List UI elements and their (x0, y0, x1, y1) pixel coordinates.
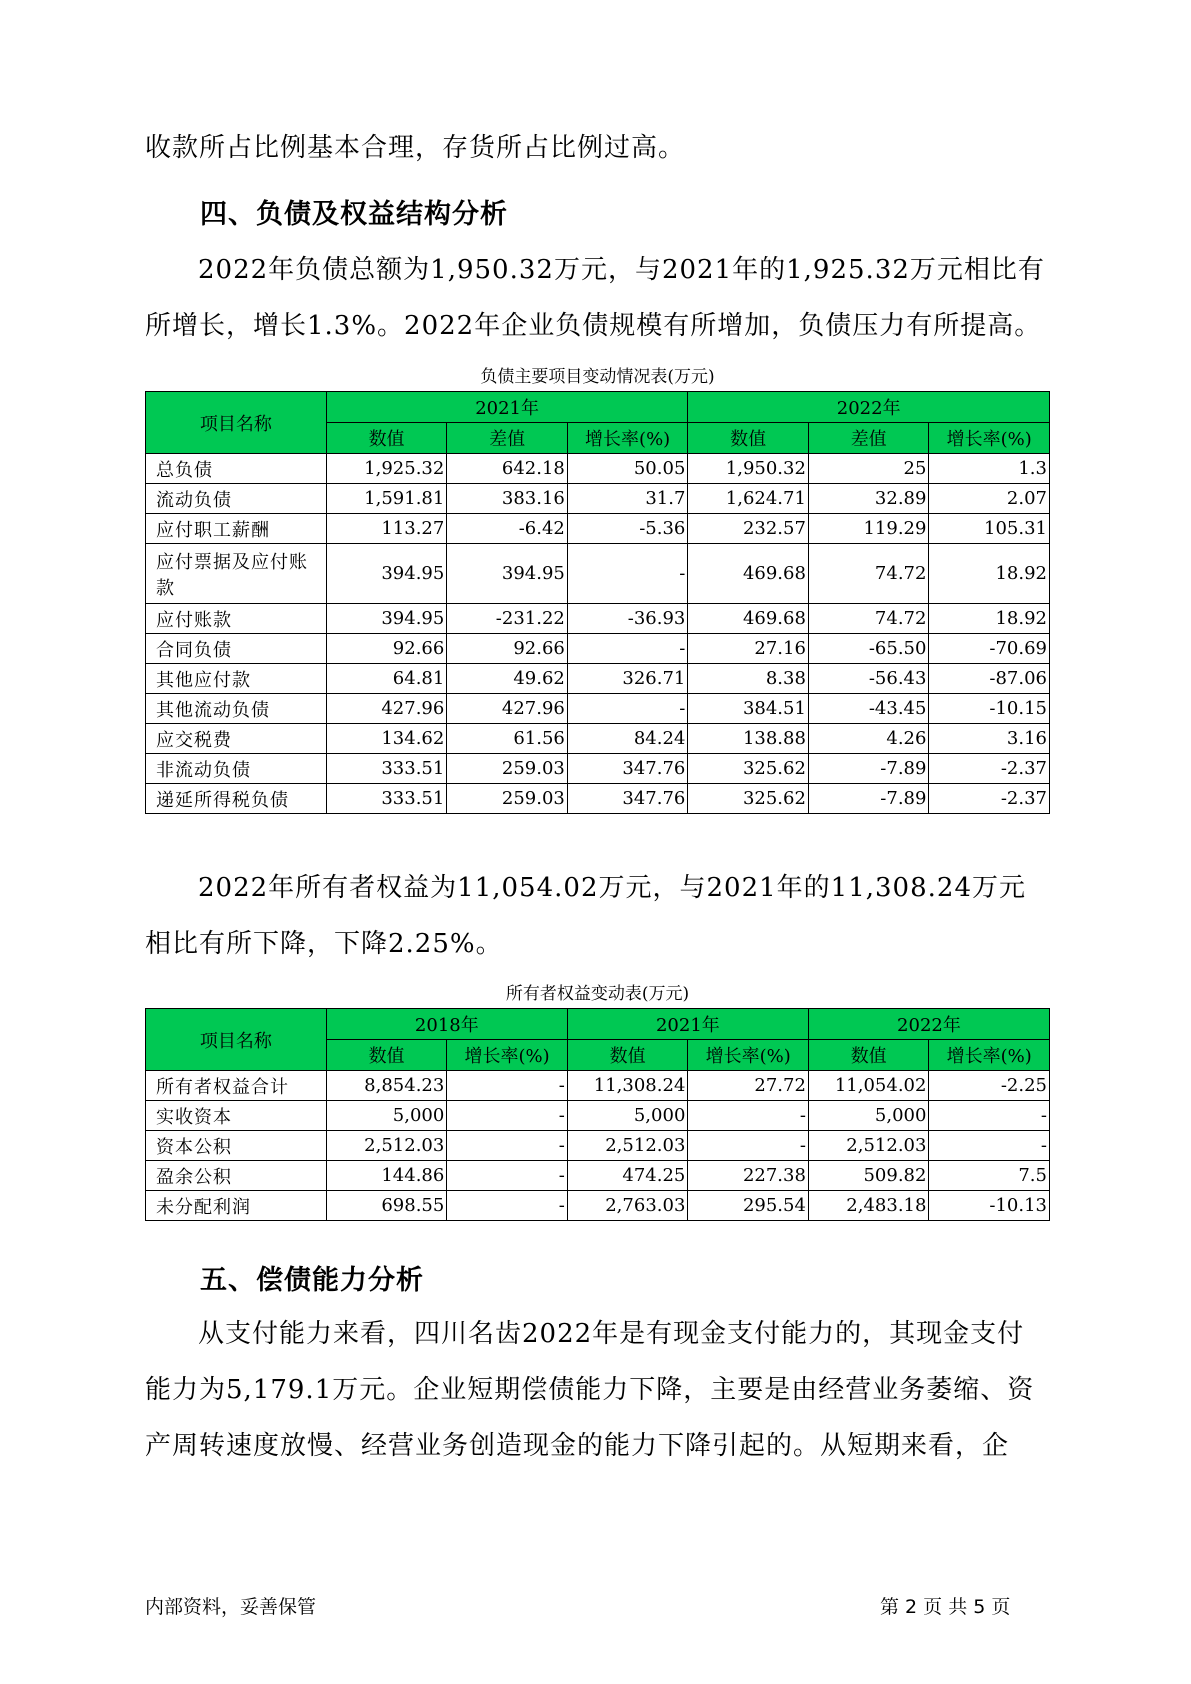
table-cell: 384.51 (688, 694, 809, 724)
table-cell: 3.16 (929, 724, 1050, 754)
equity-table (145, 1008, 1050, 1221)
table-cell: 92.66 (326, 634, 447, 664)
footer-confidential-note: 内部资料，妥善保管 (145, 1596, 317, 1618)
table-cell: 469.68 (688, 604, 809, 634)
table-cell: 259.03 (447, 784, 568, 814)
table-cell: -65.50 (808, 634, 929, 664)
table-cell: 394.95 (447, 544, 568, 604)
table-cell: 7.5 (929, 1161, 1050, 1191)
table-cell: 11,308.24 (567, 1071, 688, 1101)
table-cell: - (929, 1101, 1050, 1131)
table-cell: 474.25 (567, 1161, 688, 1191)
equity-sub-header: 增长率(%) (447, 1040, 568, 1071)
table-cell: -36.93 (567, 604, 688, 634)
table-cell: 394.95 (326, 604, 447, 634)
table-cell: 1,624.71 (688, 484, 809, 514)
row-label: 流动负债 (146, 484, 327, 514)
liability-sub-header: 数值 (326, 423, 447, 454)
table-cell: -5.36 (567, 514, 688, 544)
table-cell: 27.16 (688, 634, 809, 664)
table-cell: -43.45 (808, 694, 929, 724)
table-cell: -7.89 (808, 784, 929, 814)
section-5-heading: 五、偿债能力分析 (200, 1265, 424, 1296)
equity-table-caption: 所有者权益变动表(万元) (505, 984, 690, 1004)
section-5-paragraph: 从支付能力来看，四川名齿2022年是有现金支付能力的，其现金支付能力为5,179.1万元。企业短期偿债能力下降，主要是由经营业务萎缩、资产周转速度放慢、经营业务创造现金的能力下降引起的。从短期来看，企 (145, 1319, 1035, 1461)
table-cell: 2,512.03 (567, 1131, 688, 1161)
liability-sub-header: 数值 (688, 423, 809, 454)
table-cell: - (567, 694, 688, 724)
table-cell: 333.51 (326, 784, 447, 814)
row-label: 其他应付款 (146, 664, 327, 694)
row-label: 资本公积 (146, 1131, 327, 1161)
row-label: 应付职工薪酬 (146, 514, 327, 544)
table-row (146, 754, 1050, 784)
table-cell: 347.76 (567, 754, 688, 784)
liability-year-header: 2022年 (688, 392, 1050, 423)
row-label: 未分配利润 (146, 1191, 327, 1221)
table-cell: 32.89 (808, 484, 929, 514)
section-4-paragraph-1: 2022年负债总额为1,950.32万元，与2021年的1,925.32万元相比有所增长，增长1.3%。2022年企业负债规模有所增加，负债压力有所提高。 (145, 255, 1045, 341)
equity-year-header: 2022年 (808, 1009, 1049, 1040)
table-cell: 642.18 (447, 454, 568, 484)
table-cell: 2.07 (929, 484, 1050, 514)
table-cell: 325.62 (688, 784, 809, 814)
table-cell: 11,054.02 (808, 1071, 929, 1101)
table-cell: -6.42 (447, 514, 568, 544)
table-cell: 1,591.81 (326, 484, 447, 514)
table-cell: 138.88 (688, 724, 809, 754)
row-label: 其他流动负债 (146, 694, 327, 724)
row-label: 递延所得税负债 (146, 784, 327, 814)
table-row (146, 484, 1050, 514)
table-row (146, 1071, 1050, 1101)
table-row (146, 664, 1050, 694)
liability-sub-header: 差值 (447, 423, 568, 454)
table-cell: 347.76 (567, 784, 688, 814)
liability-table (145, 391, 1050, 814)
equity-table-body (146, 1071, 1050, 1221)
liability-name-header: 项目名称 (146, 392, 327, 454)
table-cell: - (688, 1131, 809, 1161)
table-cell: - (447, 1071, 568, 1101)
table-row (146, 694, 1050, 724)
table-cell: 232.57 (688, 514, 809, 544)
table-cell: 227.38 (688, 1161, 809, 1191)
table-cell: 333.51 (326, 754, 447, 784)
table-cell: 18.92 (929, 544, 1050, 604)
table-cell: 8,854.23 (326, 1071, 447, 1101)
table-cell: 64.81 (326, 664, 447, 694)
table-cell: 394.95 (326, 544, 447, 604)
table-cell: 509.82 (808, 1161, 929, 1191)
table-cell: 119.29 (808, 514, 929, 544)
table-cell: - (447, 1161, 568, 1191)
row-label: 实收资本 (146, 1101, 327, 1131)
equity-year-header: 2018年 (326, 1009, 567, 1040)
equity-name-header: 项目名称 (146, 1009, 327, 1071)
table-cell: 49.62 (447, 664, 568, 694)
table-row (146, 1161, 1050, 1191)
table-cell: 1,925.32 (326, 454, 447, 484)
table-row (146, 784, 1050, 814)
table-row (146, 514, 1050, 544)
row-label: 总负债 (146, 454, 327, 484)
table-cell: 427.96 (326, 694, 447, 724)
liability-sub-header: 增长率(%) (929, 423, 1050, 454)
table-cell: -56.43 (808, 664, 929, 694)
equity-sub-header: 增长率(%) (688, 1040, 809, 1071)
table-cell: - (567, 544, 688, 604)
section-4-paragraph-2: 2022年所有者权益为11,054.02万元，与2021年的11,308.24万元相比有所下降，下降2.25%。 (145, 873, 1026, 959)
table-row (146, 454, 1050, 484)
table-cell: 326.71 (567, 664, 688, 694)
row-label: 盈余公积 (146, 1161, 327, 1191)
section-4-heading: 四、负债及权益结构分析 (200, 199, 508, 230)
table-cell: 113.27 (326, 514, 447, 544)
table-row (146, 724, 1050, 754)
table-cell: 4.26 (808, 724, 929, 754)
table-cell: 105.31 (929, 514, 1050, 544)
table-cell: - (567, 634, 688, 664)
table-cell: 5,000 (567, 1101, 688, 1131)
table-cell: - (447, 1191, 568, 1221)
row-label: 所有者权益合计 (146, 1071, 327, 1101)
table-cell: 134.62 (326, 724, 447, 754)
intro-line: 收款所占比例基本合理，存货所占比例过高。 (145, 133, 686, 163)
table-cell: 259.03 (447, 754, 568, 784)
table-cell: 698.55 (326, 1191, 447, 1221)
table-cell: 2,512.03 (326, 1131, 447, 1161)
equity-year-header: 2021年 (567, 1009, 808, 1040)
equity-sub-header: 数值 (567, 1040, 688, 1071)
table-cell: 295.54 (688, 1191, 809, 1221)
row-label: 应付账款 (146, 604, 327, 634)
table-cell: -2.37 (929, 754, 1050, 784)
liability-table-body (146, 454, 1050, 814)
table-cell: 50.05 (567, 454, 688, 484)
liability-sub-header: 增长率(%) (567, 423, 688, 454)
table-cell: 2,483.18 (808, 1191, 929, 1221)
table-row (146, 1101, 1050, 1131)
table-cell: -2.25 (929, 1071, 1050, 1101)
liability-year-header: 2021年 (326, 392, 688, 423)
row-label: 合同负债 (146, 634, 327, 664)
row-label: 应交税费 (146, 724, 327, 754)
table-cell: 2,512.03 (808, 1131, 929, 1161)
equity-sub-header: 数值 (326, 1040, 447, 1071)
table-row (146, 1191, 1050, 1221)
table-cell: 383.16 (447, 484, 568, 514)
table-cell: -10.13 (929, 1191, 1050, 1221)
table-cell: - (929, 1131, 1050, 1161)
table-cell: 84.24 (567, 724, 688, 754)
table-cell: 5,000 (326, 1101, 447, 1131)
table-cell: 325.62 (688, 754, 809, 784)
table-cell: 469.68 (688, 544, 809, 604)
table-cell: 144.86 (326, 1161, 447, 1191)
table-cell: 427.96 (447, 694, 568, 724)
liability-sub-header: 差值 (808, 423, 929, 454)
table-cell: 1.3 (929, 454, 1050, 484)
table-cell: 74.72 (808, 544, 929, 604)
equity-sub-header: 数值 (808, 1040, 929, 1071)
footer-page-number: 第 2 页 共 5 页 (880, 1596, 1011, 1618)
table-cell: 18.92 (929, 604, 1050, 634)
equity-sub-header: 增长率(%) (929, 1040, 1050, 1071)
table-cell: 31.7 (567, 484, 688, 514)
table-cell: 8.38 (688, 664, 809, 694)
table-row (146, 634, 1050, 664)
table-cell: -231.22 (447, 604, 568, 634)
table-row (146, 604, 1050, 634)
table-cell: -87.06 (929, 664, 1050, 694)
liability-table-caption: 负债主要项目变动情况表(万元) (480, 367, 715, 387)
table-cell: -10.15 (929, 694, 1050, 724)
table-cell: -2.37 (929, 784, 1050, 814)
row-label: 非流动负债 (146, 754, 327, 784)
table-cell: -70.69 (929, 634, 1050, 664)
table-row (146, 1131, 1050, 1161)
table-cell: 27.72 (688, 1071, 809, 1101)
table-cell: -7.89 (808, 754, 929, 784)
table-row (146, 544, 1050, 604)
table-cell: - (688, 1101, 809, 1131)
table-cell: - (447, 1131, 568, 1161)
table-cell: - (447, 1101, 568, 1131)
table-cell: 74.72 (808, 604, 929, 634)
table-cell: 2,763.03 (567, 1191, 688, 1221)
table-cell: 61.56 (447, 724, 568, 754)
table-cell: 1,950.32 (688, 454, 809, 484)
table-cell: 92.66 (447, 634, 568, 664)
table-cell: 25 (808, 454, 929, 484)
row-label: 应付票据及应付账款 (146, 544, 327, 604)
table-cell: 5,000 (808, 1101, 929, 1131)
